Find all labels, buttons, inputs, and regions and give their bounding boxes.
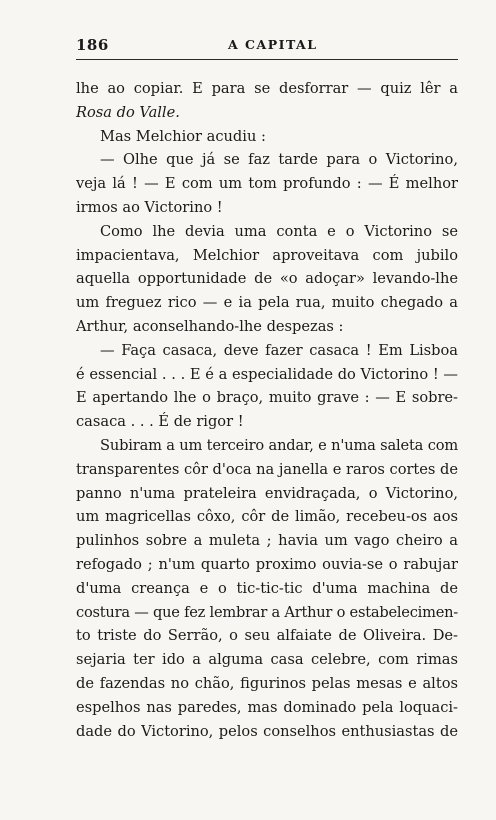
header-rule (76, 59, 458, 60)
text-line: refogado ; n'um quarto proximo ouvia-se o rabujar (76, 555, 458, 573)
text-line: veja lá ! — E com um tom profundo : — É melhor (76, 175, 458, 193)
text-line: panno n'uma prateleira envidraçada, o Victorino, (76, 484, 458, 502)
text-line: Subiram a um terceiro andar, e n'uma saleta com (100, 436, 458, 454)
text-line: um magricellas côxo, côr de limão, recebeu-os aos (76, 508, 458, 526)
text-line: impacientava, Melchior aproveitava com jubilo (76, 246, 458, 264)
text-line: costura — que fez lembrar a Arthur o estabelecimen- (76, 603, 458, 621)
text-line: pulinhos sobre a muleta ; havia um vago cheiro a (76, 532, 458, 550)
text-line: — Faça casaca, deve fazer casaca ! Em Lisboa (100, 341, 458, 359)
body-text (76, 77, 458, 743)
text-line: transparentes côr d'oca na janella e raros cortes de (76, 460, 458, 478)
text-line: lhe ao copiar. E para se desforrar — quiz lêr a (76, 80, 458, 97)
text-line: aquella opportunidade de «o adoçar» levando-lhe (76, 270, 458, 288)
text-line: d'uma creança e o tic-tic-tic d'uma machina de (76, 579, 458, 597)
text-line: de fazendas no chão, figurinos pelas mesas e altos (76, 674, 458, 692)
text-line: Arthur, aconselhando-lhe despezas : (76, 317, 344, 335)
running-title: A CAPITAL (228, 37, 318, 52)
page-number: 186 (76, 36, 109, 54)
text-line: — Olhe que já se faz tarde para o Victorino, (100, 151, 458, 169)
text-line: casaca . . . É de rigor ! (76, 413, 244, 431)
text-line: um freguez rico — e ia pela rua, muito chegado a (76, 294, 458, 312)
text-line: é essencial . . . E é a especialidade do Victorino ! — (76, 365, 458, 383)
text-line: espelhos nas paredes, mas dominado pela loquaci- (76, 698, 458, 716)
text-line: E apertando lhe o braço, muito grave : — E sobre- (76, 389, 458, 407)
text-line: to triste do Serrão, o seu alfaiate de Oliveira. De- (76, 627, 458, 645)
text-line: Mas Melchior acudiu : (100, 127, 266, 145)
text-line: Como lhe devia uma conta e o Victorino se (100, 222, 458, 240)
text-line: irmos ao Victorino ! (76, 198, 223, 216)
text-line: Rosa do Valle. (76, 103, 180, 121)
page-header (76, 36, 456, 58)
text-line: dade do Victorino, pelos conselhos enthusiastas de (76, 722, 458, 740)
text-line: sejaria ter ido a alguma casa celebre, com rimas (76, 651, 458, 669)
